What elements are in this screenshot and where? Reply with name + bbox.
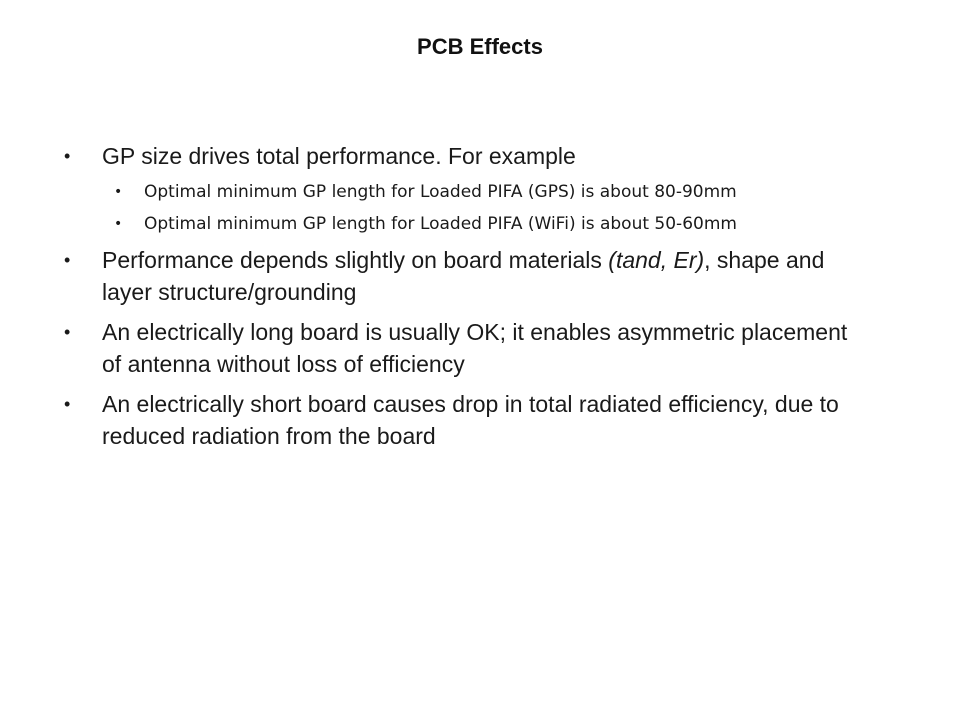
bullet-item [64,244,864,308]
sub-bullet-list [64,180,864,236]
bullet-item [64,140,864,172]
bullet-text-italic: (tand, Er) [608,247,705,273]
bullet-text-part: , shape and layer structure/grounding [102,247,825,305]
bullet-text: An electrically short board causes drop in total radiated efficiency, due to reduced radiation from the board [102,391,839,449]
bullet-text: GP size drives total performance. For example [102,143,576,169]
bullet-text: An electrically long board is usually OK; it enables asymmetric placement of antenna without loss of efficiency [102,319,848,377]
bullet-item [64,316,864,380]
bullet-list [64,140,864,460]
bullet-text-part: Performance depends slightly on board materials [102,247,609,273]
bullet-item [64,388,864,452]
sub-bullet-item: • Optimal minimum GP length for Loaded PIFA (WiFi) is about 50-60mm [64,212,864,236]
slide-title: PCB Effects [417,34,543,59]
sub-bullet-item: • Optimal minimum GP length for Loaded PIFA (GPS) is about 80-90mm [64,180,864,204]
